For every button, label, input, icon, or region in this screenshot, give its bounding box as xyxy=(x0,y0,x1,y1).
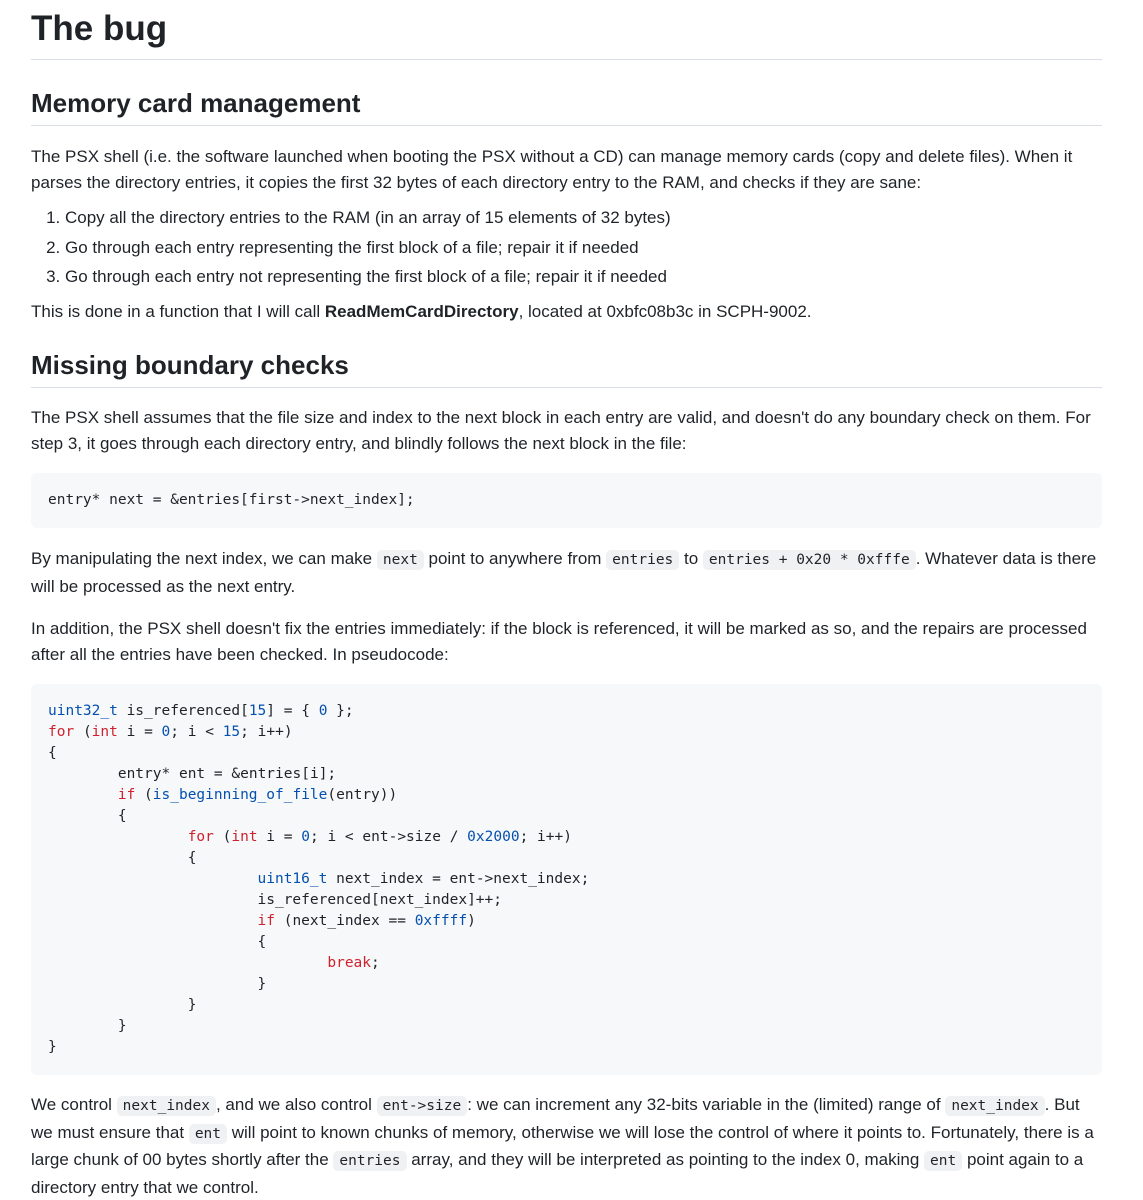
text-span: to xyxy=(679,549,703,568)
text-span: By manipulating the next index, we can make xyxy=(31,549,377,568)
code-line: is_referenced[next_index]++; xyxy=(257,892,502,908)
code-line: { xyxy=(257,934,267,950)
text-span: . But we must ensure that xyxy=(31,1095,1080,1142)
manipulation-paragraph xyxy=(31,546,1102,599)
article xyxy=(31,0,1102,1200)
section-heading-boundary-checks: Missing boundary checks xyxy=(31,348,1102,388)
inline-code: next xyxy=(377,550,424,570)
intro-paragraph: The PSX shell (i.e. the software launched when booting the PSX without a CD) can manage memory cards (copy and delete files). When it parses the directory entries, it copies the first 32 bytes of each directory entry to the RAM, and checks if they are sane: xyxy=(31,147,1073,192)
inline-code: ent->size xyxy=(377,1096,468,1116)
text-span: We control xyxy=(31,1095,117,1114)
control-paragraph xyxy=(31,1092,1102,1200)
list-item: 3. Go through each entry not representing the first block of a file; repair it if needed xyxy=(65,262,1102,292)
inline-code: next_index xyxy=(945,1096,1044,1116)
section-heading-memory-card: Memory card management xyxy=(31,86,1102,126)
code-line: { xyxy=(48,745,57,761)
inline-code: ent xyxy=(189,1124,227,1144)
code-line: uint32_t is_referenced[15] = { 0 }; xyxy=(48,703,354,719)
code-line: uint16_t next_index = ent->next_index; xyxy=(257,871,590,887)
code-line: break; xyxy=(327,955,380,971)
code-line: entry* ent = &entries[i]; xyxy=(117,766,337,782)
code-line: entry* next = &entries[first->next_index]; xyxy=(48,492,415,508)
code-line: if (next_index == 0xffff) xyxy=(257,913,476,929)
code-line: { xyxy=(187,850,197,866)
code-line: } xyxy=(48,1039,57,1055)
text-span: will point to known chunks of memory, otherwise we will lose the control of where it points to. Fortunately, there is a large chunk of 00 bytes shortly after the xyxy=(31,1122,1094,1169)
inline-code: entries + 0x20 * 0xfffe xyxy=(703,550,916,570)
code-line: } xyxy=(117,1018,127,1034)
list-item: 2. Go through each entry representing the first block of a file; repair it if needed xyxy=(65,233,1102,263)
function-paragraph xyxy=(31,299,1102,325)
text-span: : we can increment any 32-bits variable in the (limited) range of xyxy=(467,1095,946,1114)
code-line: for (int i = 0; i < 15; i++) xyxy=(48,724,293,740)
code-line: for (int i = 0; i < ent->size / 0x2000; i++) xyxy=(187,829,572,845)
inline-code: entries xyxy=(606,550,679,570)
inline-code: ent xyxy=(924,1151,962,1171)
steps-list xyxy=(31,203,1102,292)
pseudocode-block xyxy=(31,684,1102,1075)
list-item: 1. Copy all the directory entries to the RAM (in an array of 15 elements of 32 bytes) xyxy=(65,203,1102,233)
inline-code: next_index xyxy=(117,1096,216,1116)
text-span: array, and they will be interpreted as pointing to the index 0, making xyxy=(406,1150,925,1169)
code-block-next-entry xyxy=(31,473,1102,528)
function-name: ReadMemCardDirectory xyxy=(324,301,519,321)
text-span: point to anywhere from xyxy=(423,549,607,568)
code-line: if (is_beginning_of_file(entry)) xyxy=(117,787,398,803)
code-line: { xyxy=(117,808,127,824)
page-title: The bug xyxy=(31,0,1102,60)
code-line: } xyxy=(187,997,197,1013)
text-span: , and we also control xyxy=(215,1095,377,1114)
text-span: , located at 0xbfc08b3c in SCPH-9002. xyxy=(518,301,812,321)
inline-code: entries xyxy=(333,1151,406,1171)
text-span: point again to a directory entry that we control. xyxy=(31,1150,1084,1197)
text-span: This is done in a function that I will call xyxy=(31,301,325,321)
addition-paragraph: In addition, the PSX shell doesn't fix the entries immediately: if the block is referenced, it will be marked as so, and the repairs are processed after all the entries have been checked. In pseudocode: xyxy=(31,619,1087,664)
assume-paragraph: The PSX shell assumes that the file size and index to the next block in each entry are valid, and doesn't do any boundary check on them. For step 3, it goes through each directory entry, and blindly follows the next block in the file: xyxy=(31,408,1091,453)
text-span: . Whatever data is there will be processed as the next entry. xyxy=(31,549,1097,596)
code-line: } xyxy=(257,976,267,992)
